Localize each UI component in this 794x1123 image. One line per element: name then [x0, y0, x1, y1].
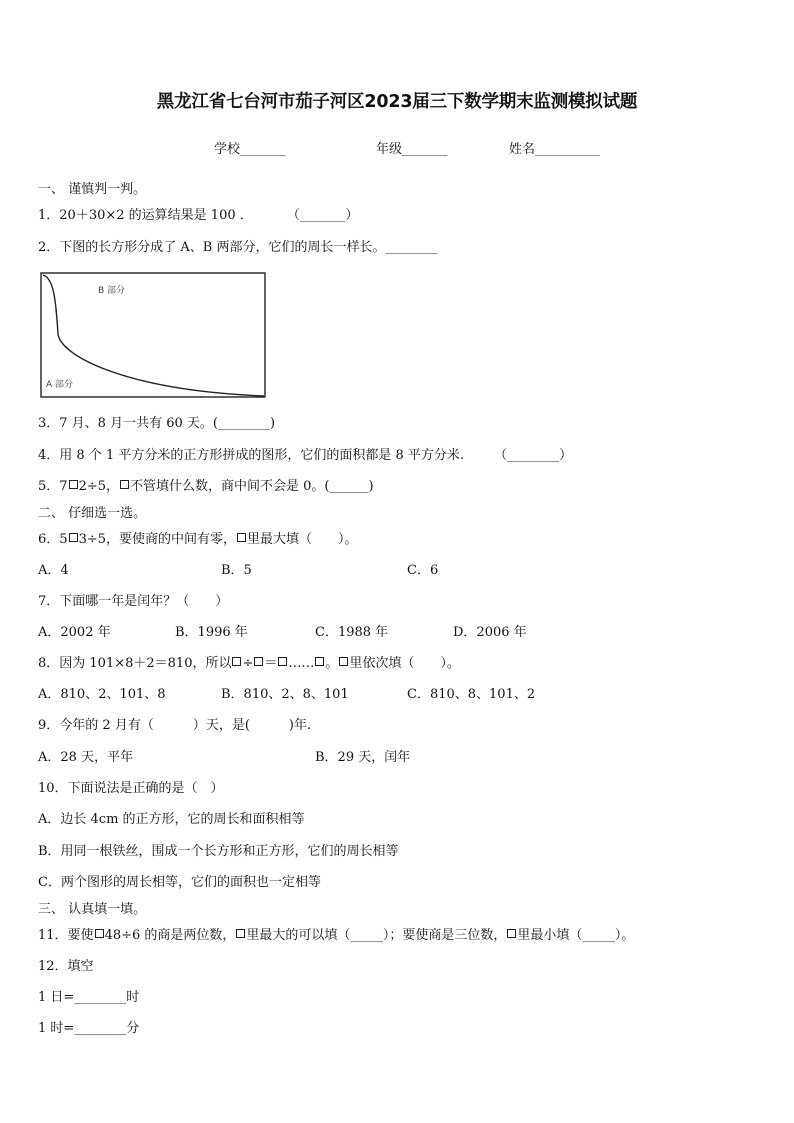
question-text: …… [288, 656, 315, 671]
question-text: 3÷5，要使商的中间有零， [78, 532, 236, 547]
question-text: 下面哪一年是闰年？（ ） [59, 594, 229, 609]
question-text: 7 [59, 479, 68, 494]
answer-blank[interactable]: ________ [74, 990, 127, 1005]
answer-paren[interactable]: (______) [324, 479, 374, 494]
box-icon [254, 657, 263, 666]
box-icon [507, 929, 516, 938]
option-b[interactable]: B．用同一根铁丝，围成一个长方形和正方形，它们的周长相等 [38, 844, 399, 859]
option-a[interactable]: A．2002 年 [38, 625, 111, 640]
question-number: 9． [38, 718, 60, 733]
fill-prefix: 1 日= [38, 990, 75, 1005]
question-text: 48÷6 的商是两位数， [104, 928, 236, 943]
grade-blank: _______ [402, 142, 448, 157]
box-icon [69, 480, 78, 489]
box-icon [232, 657, 241, 666]
question-2 [38, 240, 438, 256]
question-text: 里依次填（ ）。 [349, 656, 460, 671]
name-blank: __________ [535, 142, 601, 157]
grade-field[interactable] [376, 142, 448, 158]
section-heading-2: 二、 仔细选一选。 [38, 506, 147, 521]
question-text: 不管填什么数，商中间不会是 0。 [130, 479, 325, 494]
question-number: 7． [38, 594, 60, 609]
answer-paren[interactable]: （________） [494, 448, 573, 463]
question-number: 6． [38, 532, 60, 547]
question-number: 3． [38, 416, 60, 431]
question-text: 5 [59, 532, 68, 547]
fill-row [38, 990, 139, 1006]
school-label: 学校 [214, 142, 241, 157]
question-text: 里最小填（_____）。 [517, 928, 635, 943]
box-icon [315, 657, 324, 666]
answer-paren[interactable]: (________) [212, 416, 276, 431]
question-9 [38, 718, 311, 734]
question-number: 10． [38, 781, 68, 796]
question-number: 5． [38, 479, 60, 494]
question-text: ÷ [242, 656, 254, 671]
rectangle-outline [41, 273, 265, 397]
page-title: 黑龙江省七台河市茄子河区2023届三下数学期末监测模拟试题 [156, 92, 638, 112]
question-number: 8． [38, 656, 60, 671]
question-number: 1． [38, 208, 60, 223]
question-5 [38, 479, 374, 495]
question-12 [38, 959, 94, 975]
option-a[interactable]: A．28 天，平年 [38, 750, 134, 765]
question-number: 12． [38, 959, 68, 974]
option-d[interactable]: D．2006 年 [453, 625, 527, 640]
box-icon [95, 929, 104, 938]
box-icon [236, 929, 245, 938]
question-4 [38, 448, 572, 464]
school-field[interactable] [214, 142, 286, 158]
section-heading-3: 三、 认真填一填。 [38, 902, 147, 917]
question-text: 要使 [67, 928, 94, 943]
question-text: 填空 [67, 959, 94, 974]
option-b[interactable]: B．810、2、8、101 [221, 687, 349, 702]
fill-row [38, 1021, 139, 1037]
question-1 [38, 208, 358, 224]
question-text: 20＋30×2 的运算结果是 100 ． [59, 208, 253, 223]
rectangle-figure [40, 272, 266, 398]
answer-paren[interactable]: （_______） [286, 208, 359, 223]
question-text: ＝ [264, 656, 278, 671]
question-text: 今年的 2 月有（ ）天，是( )年. [59, 718, 312, 733]
box-icon [237, 533, 246, 542]
question-text: 里最大的可以填（_____）；要使商是三位数， [246, 928, 507, 943]
name-field[interactable] [509, 142, 600, 158]
fill-prefix: 1 时= [38, 1021, 75, 1036]
option-a[interactable]: A．边长 4cm 的正方形，它的周长和面积相等 [38, 812, 305, 827]
box-icon [120, 480, 129, 489]
question-text: 里最大填（ ）。 [247, 532, 358, 547]
option-c[interactable]: C．1988 年 [315, 625, 389, 640]
question-10 [38, 781, 224, 797]
option-c[interactable]: C．6 [407, 563, 439, 578]
question-text: 。 [325, 656, 339, 671]
question-8 [38, 656, 460, 672]
question-text: 2÷5， [78, 479, 119, 494]
question-text: 下图的长方形分成了 A、B 两部分，它们的周长一样长。 [59, 240, 386, 255]
question-11 [38, 928, 634, 944]
fill-unit: 分 [126, 1021, 140, 1036]
question-text: 下面说法是正确的是（ ） [67, 781, 224, 796]
dividing-curve [43, 275, 264, 396]
question-text: 因为 101×8＋2＝810，所以 [59, 656, 232, 671]
box-icon [278, 657, 287, 666]
part-b-label: B 部分 [98, 286, 126, 296]
option-b[interactable]: B．1996 年 [175, 625, 248, 640]
question-number: 4． [38, 448, 60, 463]
question-3 [38, 416, 275, 432]
option-a[interactable]: A．4 [38, 563, 69, 578]
box-icon [339, 657, 348, 666]
part-a-label: A 部分 [46, 380, 74, 390]
option-c[interactable]: C．两个图形的周长相等，它们的面积也一定相等 [38, 875, 321, 890]
answer-blank[interactable]: ________ [74, 1021, 127, 1036]
name-label: 姓名 [509, 142, 536, 157]
question-number: 11． [38, 928, 68, 943]
question-7 [38, 594, 228, 610]
question-number: 2． [38, 240, 60, 255]
answer-blank[interactable]: ________ [385, 240, 438, 255]
question-text: 用 8 个 1 平方分米的正方形拼成的图形，它们的面积都是 8 平方分米. [59, 448, 465, 463]
section-heading-1: 一、 谨慎判一判。 [38, 182, 147, 197]
question-6 [38, 532, 358, 548]
box-icon [69, 533, 78, 542]
fill-unit: 时 [126, 990, 140, 1005]
school-blank: _______ [240, 142, 286, 157]
option-b[interactable]: B．29 天，闰年 [315, 750, 411, 765]
grade-label: 年级 [376, 142, 403, 157]
question-text: 7 月、8 月一共有 60 天。 [59, 416, 213, 431]
option-b[interactable]: B．5 [221, 563, 252, 578]
option-c[interactable]: C．810、8、101、2 [407, 687, 536, 702]
option-a[interactable]: A．810、2、101、8 [38, 687, 166, 702]
